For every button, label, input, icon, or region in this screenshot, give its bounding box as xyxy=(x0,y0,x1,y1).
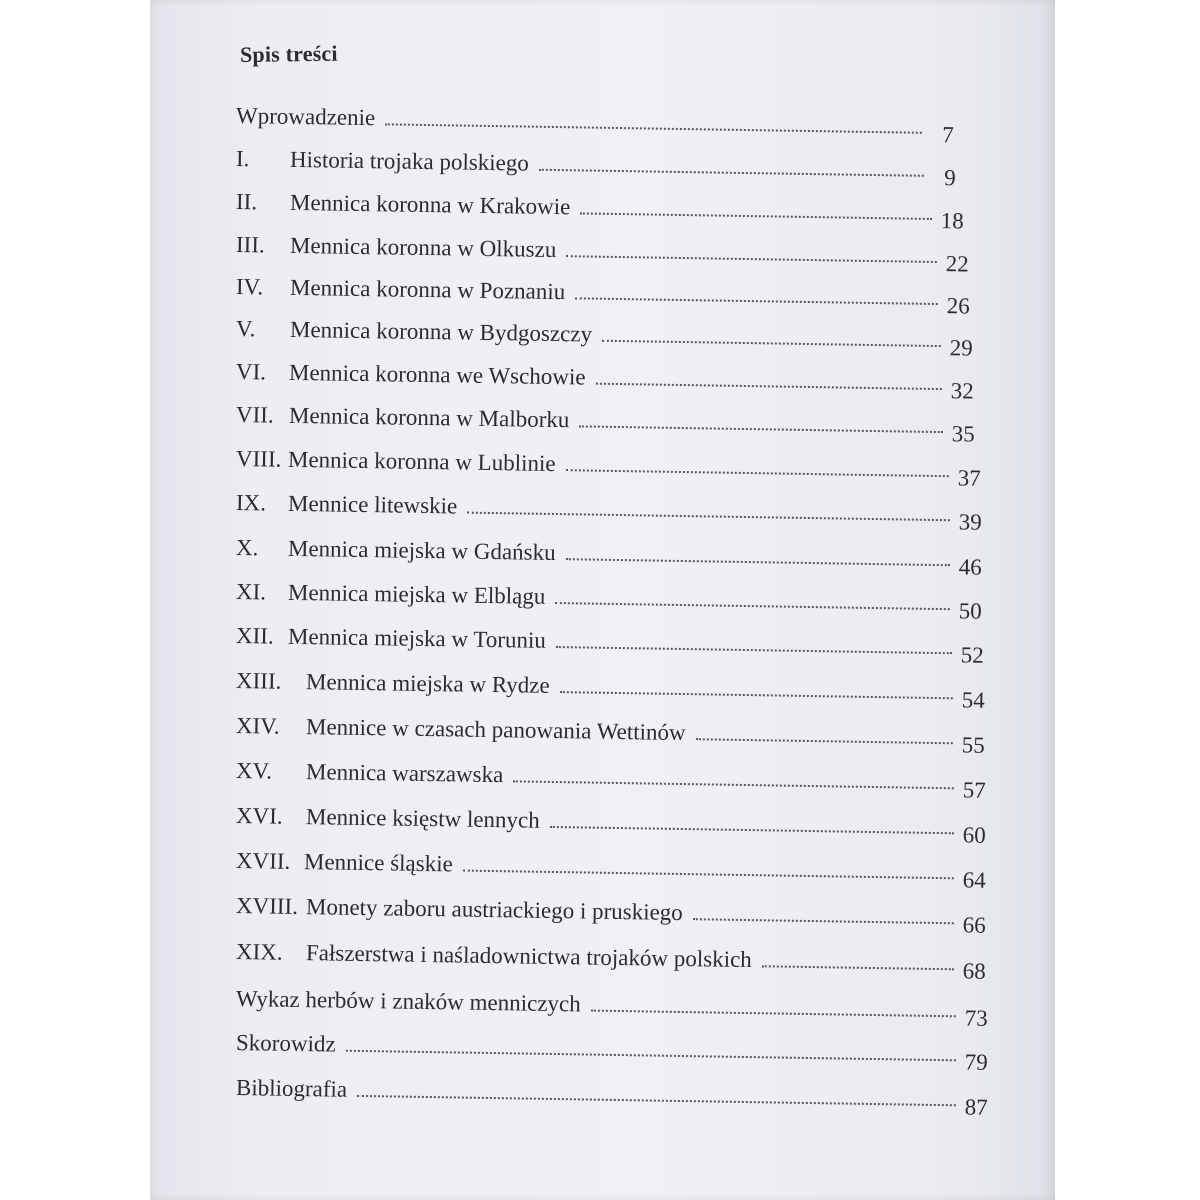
dot-leader xyxy=(565,468,948,477)
toc-entry-page: 32 xyxy=(950,378,974,404)
dot-leader xyxy=(579,424,943,433)
toc-entry-label: Mennica koronna we Wschowie xyxy=(288,359,586,390)
toc-entry-number: XVII. xyxy=(235,848,291,874)
toc-entry-label: Mennica miejska w Rydze xyxy=(305,669,550,698)
dot-leader xyxy=(595,382,941,390)
dot-leader xyxy=(555,601,950,610)
toc-entry xyxy=(235,274,970,319)
toc-entry-number: XIII. xyxy=(235,668,282,694)
toc-entry-page: 73 xyxy=(964,1005,988,1031)
page-title: Spis treści xyxy=(239,40,338,67)
toc-entry xyxy=(235,848,986,893)
toc-entry-number: VII. xyxy=(235,402,274,428)
toc-entry-label: Wprowadzenie xyxy=(235,103,376,131)
toc-entry xyxy=(235,579,982,624)
toc-entry-label: Mennica koronna w Poznaniu xyxy=(289,274,566,305)
toc-entry-label: Mennica koronna w Krakowie xyxy=(289,189,571,220)
dot-leader xyxy=(556,645,952,654)
toc-entry-number: XII. xyxy=(235,623,274,649)
toc-entry-page: 9 xyxy=(944,165,956,191)
toc-entry xyxy=(235,359,974,404)
dot-leader xyxy=(602,339,941,347)
toc-entry xyxy=(235,758,986,803)
toc-entry-page: 50 xyxy=(958,598,982,624)
toc-entry-page: 52 xyxy=(960,642,984,668)
dot-leader xyxy=(385,122,922,133)
toc-entry-page: 87 xyxy=(964,1094,988,1120)
toc-entry xyxy=(235,103,954,148)
toc-entry-label: Historia trojaka polskiego xyxy=(289,146,530,176)
toc-entry-page: 57 xyxy=(962,777,986,803)
toc-entry xyxy=(235,623,984,668)
toc-entry-label: Mennice księstw lennych xyxy=(305,804,540,833)
dot-leader xyxy=(762,964,954,970)
toc-entry-number: V. xyxy=(235,316,256,342)
dot-leader xyxy=(580,211,932,220)
toc-entry-label: Mennica koronna w Olkuszu xyxy=(289,232,557,263)
toc-entry-label: Mennica koronna w Bydgoszczy xyxy=(289,316,593,347)
toc-entry xyxy=(235,316,973,361)
toc-entry xyxy=(235,713,985,758)
dot-leader xyxy=(467,511,950,522)
dot-leader xyxy=(560,690,953,699)
toc-entry xyxy=(235,232,969,277)
toc-entry-label: Monety zaboru austriackiego i pruskiego xyxy=(305,894,683,926)
toc-entry xyxy=(235,803,986,848)
toc-entry xyxy=(235,490,982,535)
toc-entry xyxy=(235,146,956,191)
toc-entry-page: 64 xyxy=(962,867,986,893)
toc-entry xyxy=(235,668,985,713)
dot-leader xyxy=(575,296,938,305)
toc-entry-number: XVIII. xyxy=(235,893,299,919)
toc-entry-label: Mennica warszawska xyxy=(305,759,504,788)
toc-entry-page: 37 xyxy=(957,465,981,491)
toc-entry-label: Mennica miejska w Elblągu xyxy=(287,579,546,609)
toc-entry-number: X. xyxy=(235,535,259,561)
toc-entry xyxy=(235,939,986,984)
toc-entry-label: Bibliografia xyxy=(235,1075,348,1102)
dot-leader xyxy=(513,779,954,789)
dot-leader xyxy=(591,1009,956,1018)
toc-entry-number: XI. xyxy=(235,579,267,605)
toc-entry-page: 7 xyxy=(942,122,954,148)
dot-leader xyxy=(566,254,937,263)
toc-entry-number: II. xyxy=(235,189,258,215)
dot-leader xyxy=(550,825,954,834)
toc-entry-page: 66 xyxy=(962,912,986,938)
toc-entry-label: Fałszerstwa i naśladownictwa trojaków polskich xyxy=(305,940,752,973)
toc-entry-label: Mennice śląskie xyxy=(303,849,454,877)
toc-entry-page: 55 xyxy=(961,732,985,758)
toc-entry-page: 18 xyxy=(940,208,964,234)
toc-entry xyxy=(235,1030,988,1075)
dot-leader xyxy=(695,737,952,744)
dot-leader xyxy=(693,917,954,924)
toc-entry xyxy=(235,986,988,1031)
toc-entry-number: VI. xyxy=(235,359,267,385)
toc-entry-label: Mennice w czasach panowania Wettinów xyxy=(305,714,686,746)
toc-entry-number: IX. xyxy=(235,490,267,516)
toc-entry-label: Skorowidz xyxy=(235,1030,336,1057)
toc-entry-page: 29 xyxy=(949,335,973,361)
toc-entry xyxy=(235,402,975,447)
toc-entry-number: IV. xyxy=(235,274,264,300)
dot-leader xyxy=(346,1049,956,1062)
toc-entry-label: Mennica koronna w Malborku xyxy=(288,402,570,433)
toc-entry-page: 22 xyxy=(945,251,969,277)
dot-leader xyxy=(463,869,954,880)
toc-entry-page: 26 xyxy=(946,293,970,319)
toc-entry xyxy=(235,535,982,580)
toc-entry-page: 60 xyxy=(962,822,986,848)
dot-leader xyxy=(539,168,924,177)
toc-entry-page: 68 xyxy=(962,958,986,984)
toc-entry xyxy=(235,893,986,938)
toc-entry-page: 35 xyxy=(951,421,975,447)
toc-entry-number: VIII. xyxy=(235,446,282,472)
toc-entry-label: Mennica miejska w Gdańsku xyxy=(287,535,556,566)
toc-entry-label: Mennica miejska w Toruniu xyxy=(287,623,547,653)
toc-entry-page: 54 xyxy=(961,687,985,713)
toc-entry-label: Mennice litewskie xyxy=(287,490,458,519)
dot-leader xyxy=(565,557,949,566)
toc-entry-label: Wykaz herbów i znaków menniczych xyxy=(235,986,581,1017)
toc-entry-page: 79 xyxy=(964,1049,988,1075)
dot-leader xyxy=(357,1094,956,1106)
toc-entry xyxy=(235,189,964,234)
table-of-contents xyxy=(235,0,988,1200)
toc-entry-number: XVI. xyxy=(235,803,283,829)
toc-entry-number: XV. xyxy=(235,758,273,784)
toc-entry-number: XIV. xyxy=(235,713,280,739)
toc-entry-page: 39 xyxy=(958,509,982,535)
toc-entry xyxy=(235,446,981,491)
toc-entry-number: I. xyxy=(235,146,250,172)
toc-entry xyxy=(235,1075,988,1120)
toc-entry-page: 46 xyxy=(958,554,982,580)
toc-entry-label: Mennica koronna w Lublinie xyxy=(287,446,556,477)
toc-entry-number: III. xyxy=(235,232,265,258)
toc-entry-number: XIX. xyxy=(235,939,283,965)
